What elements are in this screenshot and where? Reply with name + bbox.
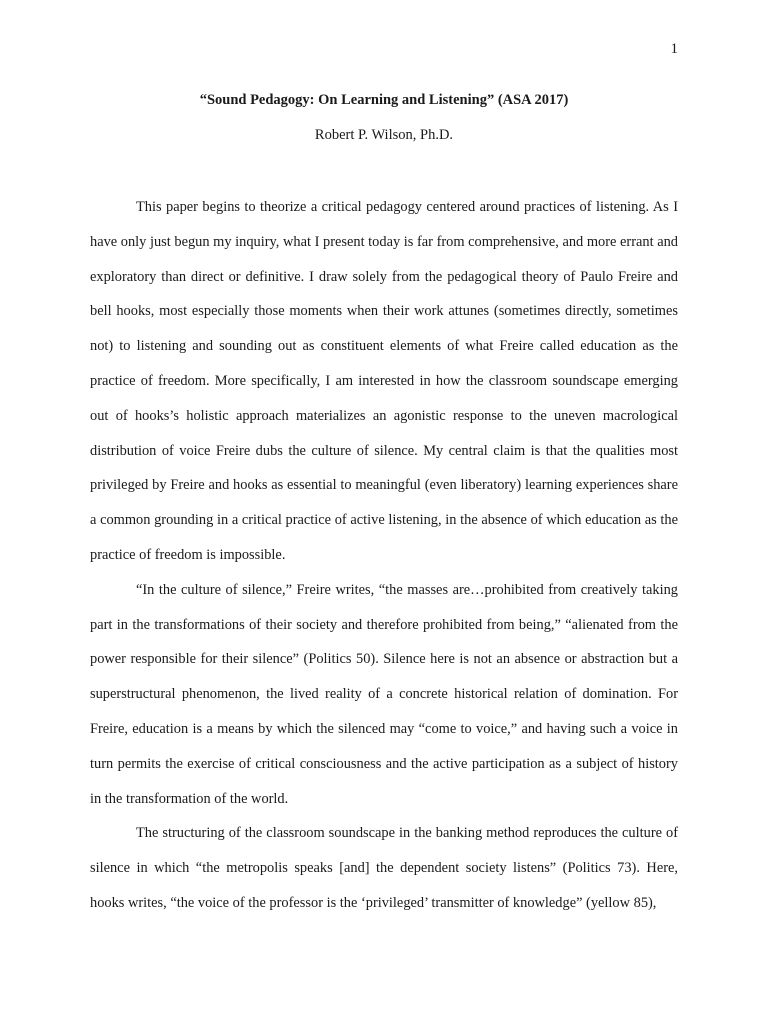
paragraph: This paper begins to theorize a critical pedagogy centered around practices of listening. As I have only just begun my inquiry, what I present today is far from comprehensive, and more errant and exploratory than direct or definitive. I draw solely from the pedagogical theory of Paulo Freire and bell hooks, most especially those moments when their work attunes (sometimes directly, sometimes not) to listening and sounding out as constituent elements of what Freire called education as the practice of freedom. More specifically, I am interested in how the classroom soundscape emerging out of hooks’s holistic approach materializes an agonistic response to the uneven macrological distribution of voice Freire dubs the culture of silence. My central claim is that the qualities most privileged by Freire and hooks as essential to meaningful (even liberatory) learning experiences share a common grounding in a critical practice of active listening, in the absence of which education as the practice of freedom is impossible. [90, 199, 678, 563]
paragraph: The structuring of the classroom soundscape in the banking method reproduces the culture of silence in which “the metropolis speaks [and] the dependent society listens” (Politics 73). Here, hooks writes, “the voice of the professor is the ‘privileged’ transmitter of knowledge” (yellow 85), [90, 825, 678, 911]
document-body [90, 190, 678, 921]
document-title: “Sound Pedagogy: On Learning and Listening” (ASA 2017) [199, 92, 569, 108]
document-author: Robert P. Wilson, Ph.D. [314, 127, 454, 143]
paragraph: “In the culture of silence,” Freire writes, “the masses are…prohibited from creatively taking part in the transformations of their society and therefore prohibited from being,” “alienated from the power responsible for their silence” (Politics 50). Silence here is not an absence or abstraction but a superstructural phenomenon, the lived reality of a concrete historical relation of domination. For Freire, education is a means by which the silenced may “come to voice,” and having such a voice in turn permits the exercise of critical consciousness and the active participation as a subject of history in the transformation of the world. [90, 581, 678, 807]
page-number: 1 [670, 41, 678, 57]
